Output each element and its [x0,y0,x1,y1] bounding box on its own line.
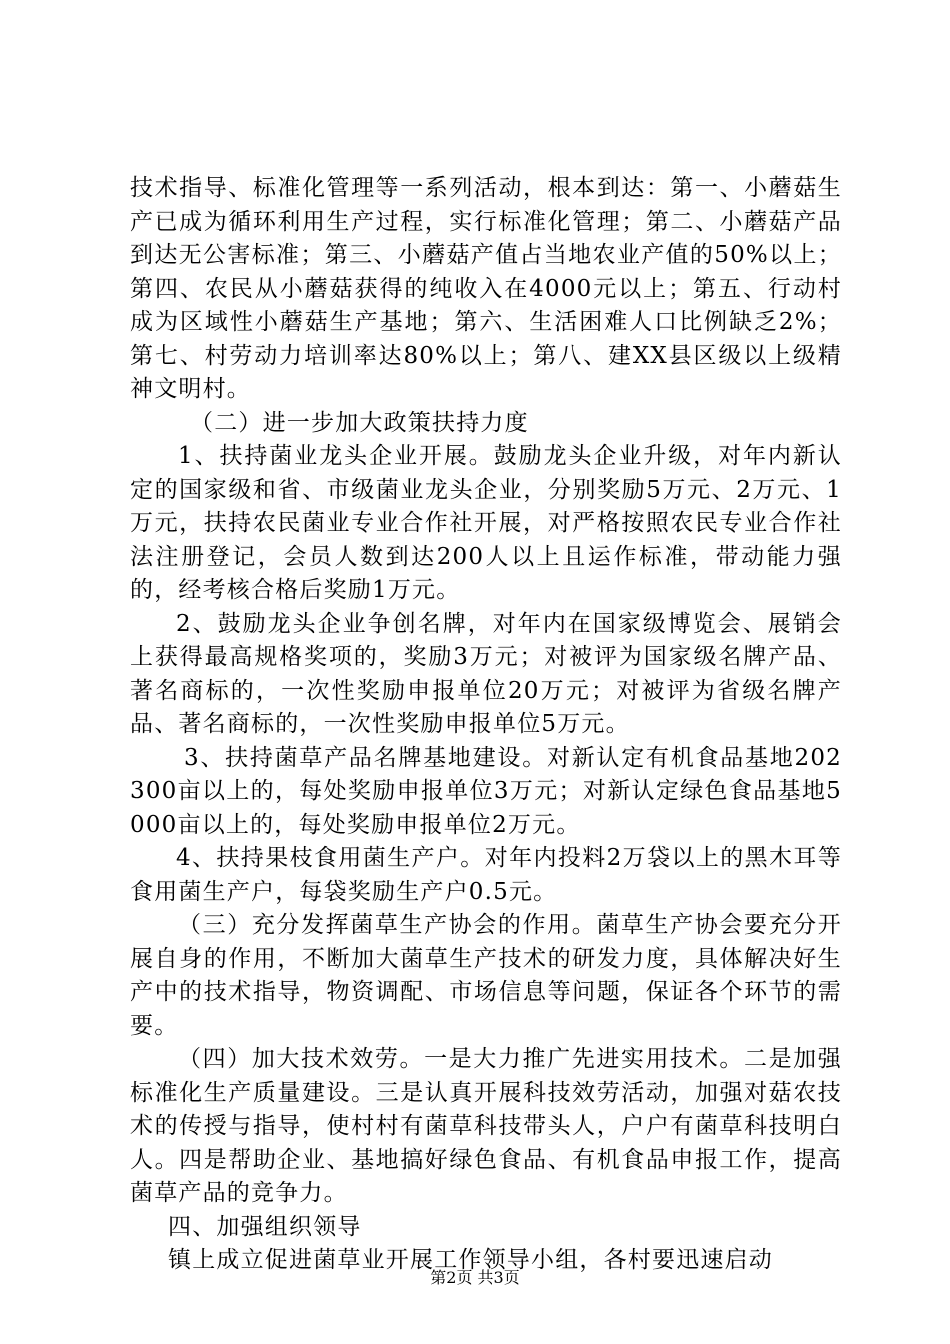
document-body [130,172,842,1278]
section-heading-organization: 四、加强组织领导 [168,1213,362,1240]
paragraph-goals: 技术指导、标准化管理等一系列活动，根本到达：第一、小蘑菇生产已成为循环利用生产过程，实行标准化管理；第二、小蘑菇产品到达无公害标准；第三、小蘑菇产值占当地农业产值的50%以上；第四、农民从小蘑菇获得的纯收入在4000元以上；第五、行动村成为区域性小蘑菇生产基地；第六、生活困难人口比例缺乏2%；第七、村劳动力培训率达80%以上；第八、建XX县区级以上级精神文明村。 [130,175,842,402]
paragraph-leadership-group: 镇上成立促进菌草业开展工作领导小组，各村要迅速启动 [168,1247,773,1273]
page-footer: 第2页 共3页 [430,1268,520,1287]
paragraph-item-4: 4、扶持果枝食用菌生产户。对年内投料2万袋以上的黑木耳等食用菌生产户，每袋奖励生产户0.5元。 [130,845,842,905]
paragraph-association: （三）充分发挥菌草生产协会的作用。菌草生产协会要充分开展自身的作用，不断加大菌草生产技术的研发力度，具体解决好生产中的技术指导，物资调配、市场信息等问题，保证各个环节的需要。 [130,912,842,1039]
section-heading-policy-support: （二）进一步加大政策扶持力度 [190,409,529,436]
paragraph-item-1: 1、扶持菌业龙头企业开展。鼓励龙头企业升级，对年内新认定的国家级和省、市级菌业龙头企业，分别奖励5万元、2万元、1万元，扶持农民菌业专业合作社开展，对严格按照农民专业合作社法注册登记，会员人数到达200人以上且运作标准，带动能力强的，经考核合格后奖励1万元。 [130,443,842,603]
paragraph-item-3: 3、扶持菌草产品名牌基地建设。对新认定有机食品基地202300亩以上的，每处奖励申报单位3万元；对新认定绿色食品基地5000亩以上的，每处奖励申报单位2万元。 [130,744,842,838]
paragraph-item-2: 2、鼓励龙头企业争创名牌，对年内在国家级博览会、展销会上获得最高规格奖项的，奖励3万元；对被评为国家级名牌产品、著名商标的，一次性奖励申报单位20万元；对被评为省级名牌产品、著名商标的，一次性奖励申报单位5万元。 [130,610,842,737]
paragraph-technical-service: （四）加大技术效劳。一是大力推广先进实用技术。二是加强标准化生产质量建设。三是认真开展科技效劳活动，加强对菇农技术的传授与指导，使村村有菌草科技带头人，户户有菌草科技明白人。四是帮助企业、基地搞好绿色食品、有机食品申报工作，提高菌草产品的竞争力。 [130,1046,842,1206]
